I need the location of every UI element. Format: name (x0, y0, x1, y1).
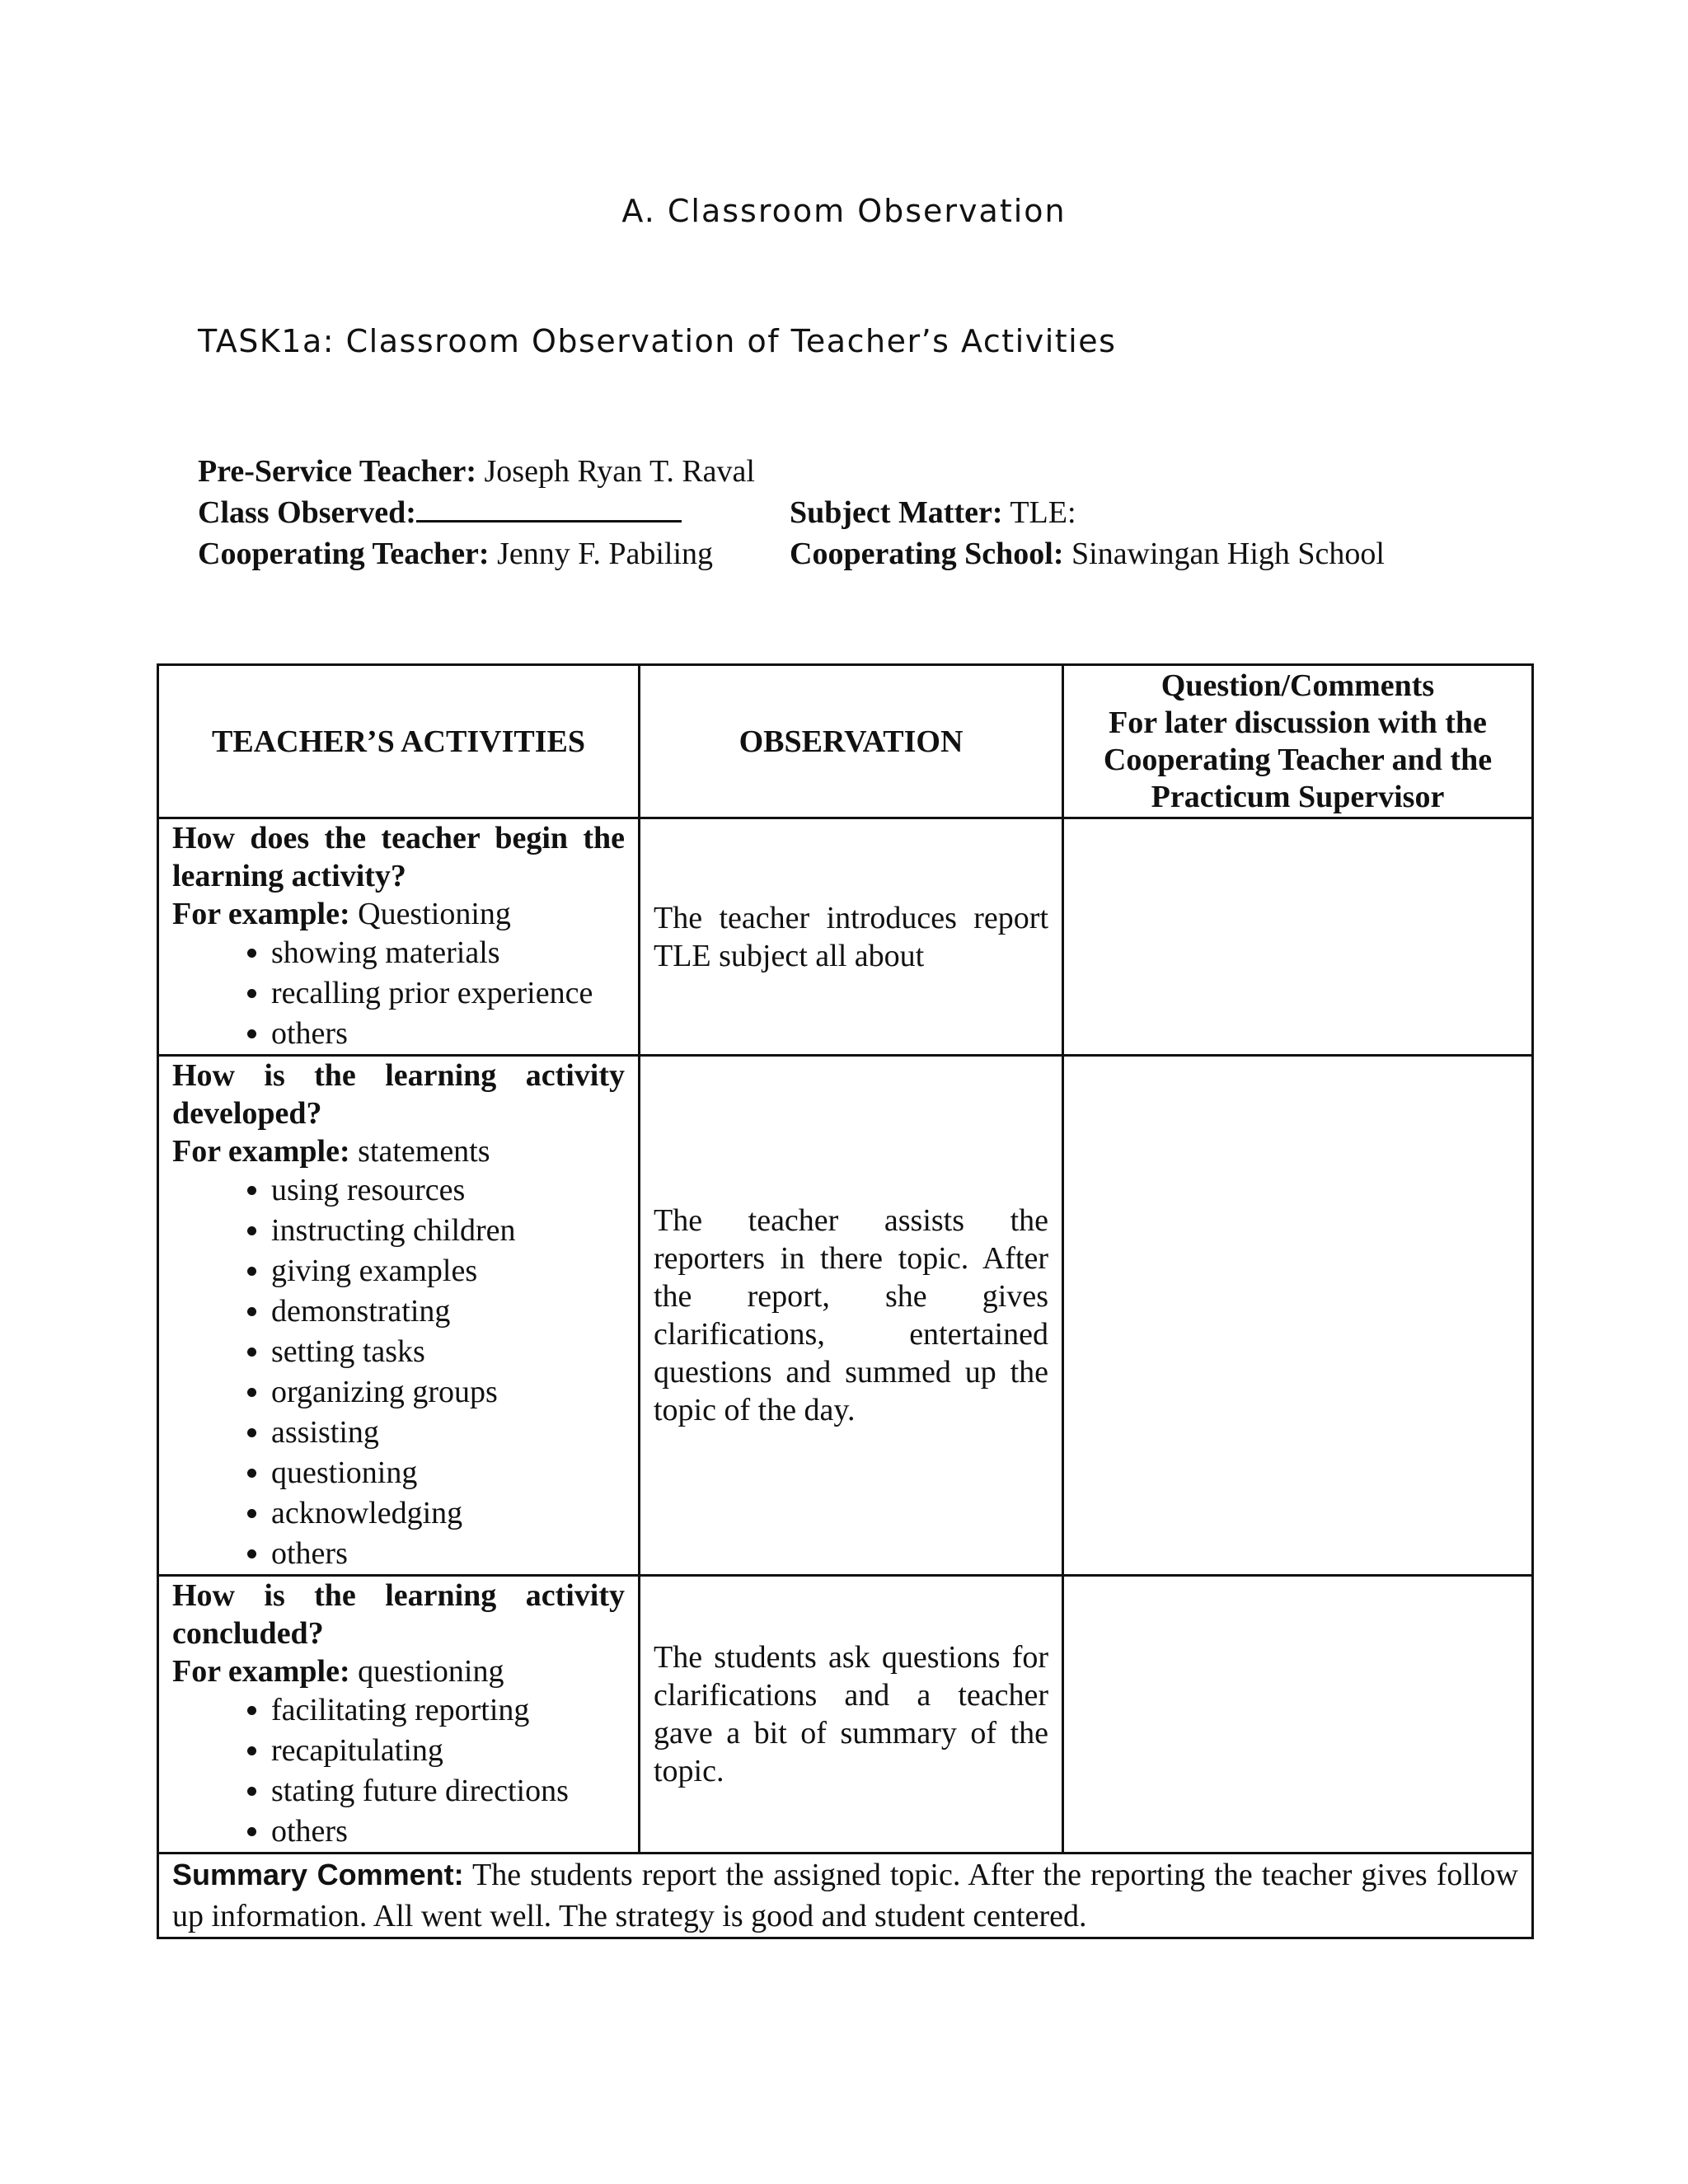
cooperating-school-label: Cooperating School: (790, 537, 1064, 571)
example-value: statements (358, 1134, 490, 1169)
list-item: • recalling prior experience (271, 973, 625, 1014)
pre-service-teacher-label: Pre-Service Teacher: (198, 454, 476, 489)
observation-cell: The teacher introduces report TLE subject all about (640, 818, 1063, 1056)
task-title: TASK1a: Classroom Observation of Teacher’s Activities (198, 323, 1117, 359)
example-label: For example: (172, 1654, 350, 1689)
list-item: • recapitulating (271, 1731, 625, 1771)
observation-cell: The students ask questions for clarifications and a teacher gave a bit of summary of the topic. (640, 1576, 1063, 1854)
list-item: • using resources (271, 1170, 625, 1211)
activity-question: How does the teacher begin the learning activity? (172, 821, 625, 893)
summary-row (158, 1854, 1533, 1938)
list-item: • others (271, 1811, 625, 1852)
activity-cell (158, 818, 640, 1056)
header-teachers-activities: TEACHER’S ACTIVITIES (158, 665, 640, 818)
cooperating-school-value: Sinawingan High School (1071, 537, 1385, 571)
cooperating-school-line (790, 533, 1385, 574)
class-observed-blank (416, 492, 682, 523)
pre-service-teacher-value: Joseph Ryan T. Raval (484, 454, 755, 489)
table-row (158, 1056, 1533, 1576)
list-item: • instructing children (271, 1211, 625, 1251)
example-label: For example: (172, 1134, 350, 1169)
cooperating-teacher-value: Jenny F. Pabiling (497, 537, 713, 571)
list-item: • assisting (271, 1413, 625, 1453)
list-item: • showing materials (271, 933, 625, 973)
activity-question: How is the learning activity concluded? (172, 1578, 625, 1651)
example-label: For example: (172, 897, 350, 931)
list-item: • demonstrating (271, 1291, 625, 1332)
header-observation: OBSERVATION (640, 665, 1063, 818)
activity-items (172, 933, 625, 1054)
observation-cell: The teacher assists the reporters in there topic. After the report, she gives clarifications, entertained questions and summed up the topic of the day. (640, 1056, 1063, 1576)
example-value: questioning (358, 1654, 504, 1689)
comment-cell (1063, 818, 1533, 1056)
comment-cell (1063, 1576, 1533, 1854)
table-row (158, 1576, 1533, 1854)
cooperating-teacher-label: Cooperating Teacher: (198, 537, 490, 571)
subject-matter-line (790, 492, 1076, 533)
header-comments-title: Question/Comments (1160, 668, 1435, 703)
class-observed-line (198, 492, 682, 533)
table-header-row (158, 665, 1533, 818)
table-row (158, 818, 1533, 1056)
list-item: • acknowledging (271, 1493, 625, 1534)
list-item: • questioning (271, 1453, 625, 1493)
list-item: • stating future directions (271, 1771, 625, 1811)
class-observed-label: Class Observed: (198, 495, 416, 530)
activity-items (172, 1170, 625, 1574)
list-item: • others (271, 1014, 625, 1054)
summary-text: The students report the assigned topic. After the reporting the teacher gives follow up information. All went well. The strategy is good and student centered. (172, 1858, 1518, 1933)
summary-cell (158, 1854, 1533, 1938)
cooperating-teacher-line (198, 533, 713, 574)
activity-items (172, 1690, 625, 1852)
list-item: • giving examples (271, 1251, 625, 1291)
comment-cell (1063, 1056, 1533, 1576)
list-item: • setting tasks (271, 1332, 625, 1372)
subject-matter-label: Subject Matter: (790, 495, 1003, 530)
example-value: Questioning (358, 897, 511, 931)
list-item: • facilitating reporting (271, 1690, 625, 1731)
summary-label: Summary Comment: (172, 1858, 464, 1891)
section-title: A. Classroom Observation (621, 193, 1067, 229)
activity-cell (158, 1056, 640, 1576)
activity-cell (158, 1576, 640, 1854)
observation-table (157, 663, 1534, 1939)
subject-matter-value: TLE: (1010, 495, 1076, 530)
pre-service-teacher-line (198, 451, 755, 492)
list-item: • organizing groups (271, 1372, 625, 1413)
header-question-comments (1063, 665, 1533, 818)
activity-question: How is the learning activity developed? (172, 1058, 625, 1131)
header-comments-subtitle: For later discussion with the Cooperating Teacher and the Practicum Supervisor (1103, 705, 1493, 814)
list-item: • others (271, 1534, 625, 1574)
